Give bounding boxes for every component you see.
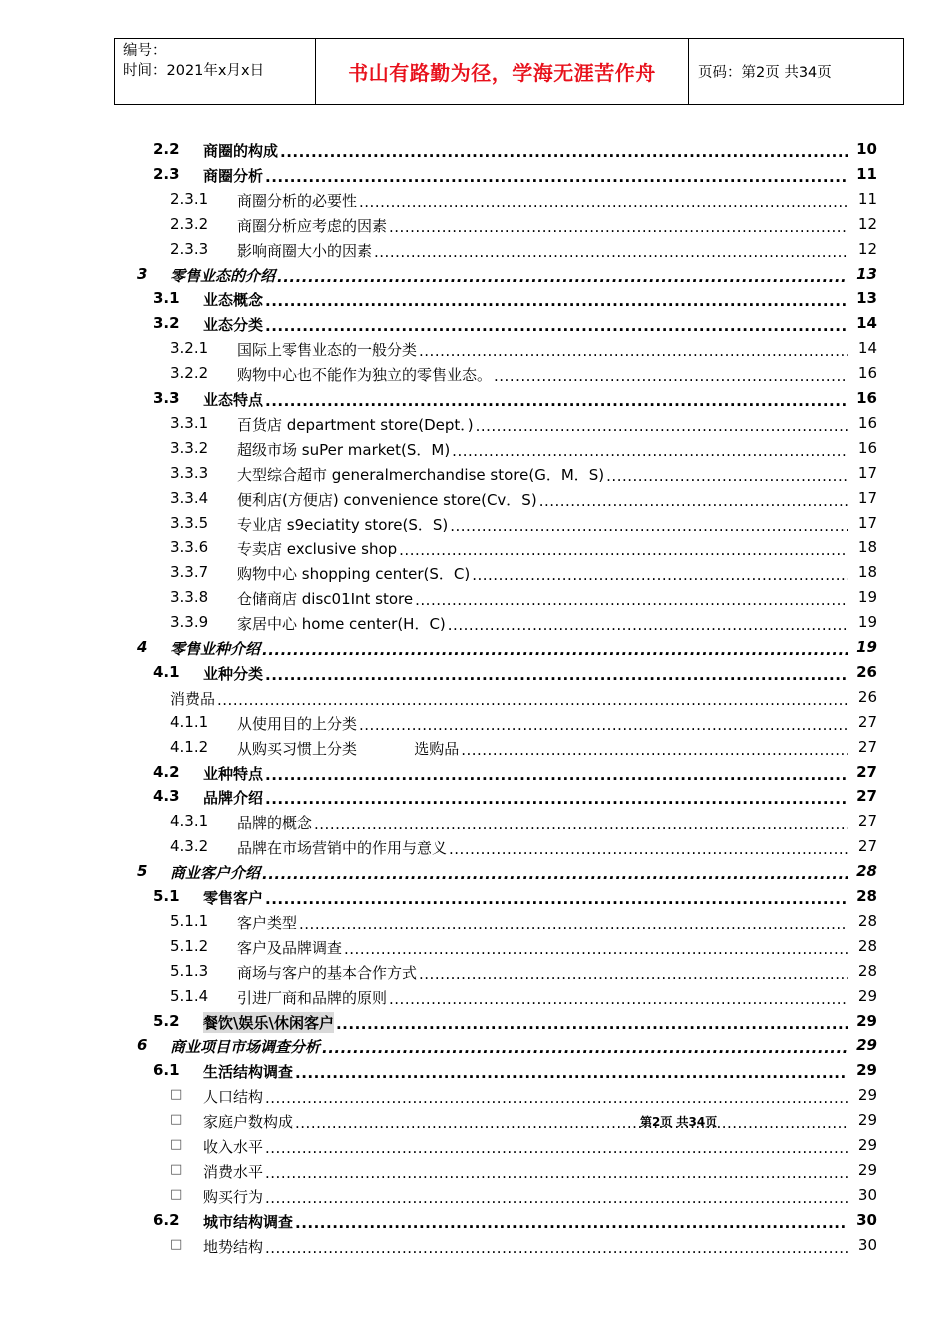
- toc-entry-page: 30: [857, 1235, 877, 1254]
- toc-leader-dots: [265, 1189, 848, 1207]
- toc-leader-dots: [217, 691, 848, 709]
- toc-entry[interactable]: [0, 1034, 950, 1058]
- toc-entry-title-line: [237, 414, 850, 435]
- toc-entry-title-line: [237, 190, 850, 211]
- toc-entry-title: 业态概念: [203, 291, 264, 310]
- toc-entry-number: 5.1: [153, 887, 180, 905]
- toc-entry-title: 品牌的概念: [237, 814, 313, 833]
- toc-entry-page: 27: [857, 712, 877, 731]
- toc-entry-page: 12: [857, 214, 877, 233]
- toc-leader-dots: [389, 990, 848, 1008]
- toc-entry-number: 3.3.6: [170, 538, 209, 557]
- toc-entry-number: 4.3.2: [170, 837, 209, 856]
- toc-entry-title: 商业项目市场调查分析: [170, 1038, 321, 1057]
- toc-entry-title: 客户类型: [237, 913, 298, 932]
- toc-entry-page: 16: [856, 389, 877, 407]
- toc-entry-title: 家居中心 home center(H．C): [237, 615, 446, 634]
- toc-entry-title: 从使用目的上分类: [237, 714, 358, 733]
- toc-entry-page: 29: [857, 1160, 877, 1179]
- toc-entry-title: 大型综合超市 generalmerchandise store(G．M．S): [237, 465, 605, 484]
- toc-entry[interactable]: [0, 586, 950, 610]
- toc-entry-page: 12: [857, 239, 877, 258]
- toc-leader-dots: [265, 317, 848, 335]
- toc-leader-dots: [374, 243, 848, 261]
- toc-leader-dots: [389, 218, 848, 236]
- toc-entry-title-line: [203, 1161, 850, 1182]
- toc-entry-title: 商圈分析: [203, 166, 264, 185]
- toc-entry[interactable]: [0, 487, 950, 511]
- toc-entry-title: 零售业种介绍: [170, 640, 261, 658]
- header-motto: 书山有路勤为径，学海无涯苦作舟: [316, 39, 689, 104]
- toc-leader-dots: [262, 865, 848, 883]
- toc-entry[interactable]: [0, 437, 950, 461]
- toc-leader-dots: [265, 1239, 848, 1257]
- toc-entry-title: 业种特点: [203, 764, 264, 783]
- toc-entry-number: 2.3.1: [170, 189, 209, 208]
- toc-leader-dots: [280, 143, 848, 161]
- bullet-icon: □: [170, 1087, 183, 1103]
- toc-entry-number: 3.2: [153, 314, 180, 333]
- toc-entry-page: 27: [857, 737, 877, 756]
- toc-entry-title: 业态分类: [203, 316, 264, 335]
- toc-leader-dots: [450, 517, 848, 535]
- toc-leader-dots: [336, 1015, 848, 1033]
- toc-entry-number: 3.3.3: [170, 463, 209, 482]
- toc-leader-dots: [448, 616, 848, 634]
- toc-entry-number: 4.1: [153, 662, 180, 681]
- toc-entry[interactable]: [0, 860, 950, 884]
- toc-entry[interactable]: [0, 536, 950, 560]
- toc-entry[interactable]: [0, 960, 950, 984]
- toc-entry[interactable]: [0, 935, 950, 959]
- toc-leader-dots: [452, 442, 848, 460]
- toc-entry[interactable]: [0, 910, 950, 934]
- toc-entry[interactable]: [0, 1010, 950, 1034]
- toc-entry-number: 5.2: [153, 1011, 180, 1030]
- toc-entry-title: 商圈的构成: [203, 142, 279, 160]
- toc-entry[interactable]: [0, 785, 950, 809]
- toc-entry-title-line: [237, 439, 850, 460]
- toc-entry-title: 零售客户: [203, 889, 264, 907]
- toc-leader-dots: [295, 1064, 848, 1082]
- toc-entry-title-line: [203, 314, 850, 335]
- toc-entry[interactable]: [0, 387, 950, 411]
- toc-entry-page: 17: [857, 488, 877, 507]
- toc-entry-title-line: [203, 1211, 850, 1232]
- toc-entry-number: 3.3.7: [170, 563, 209, 582]
- toc-entry[interactable]: [0, 412, 950, 436]
- toc-entry-number: 3.2.1: [170, 339, 209, 358]
- toc-entry[interactable]: [0, 163, 950, 187]
- toc-entry[interactable]: [0, 736, 950, 760]
- toc-entry-title-line: [203, 1086, 850, 1107]
- toc-entry-title-line: [203, 1012, 850, 1033]
- toc-entry-number: 2.3.3: [170, 239, 209, 258]
- toc-entry-title-line: [237, 937, 850, 958]
- toc-entry-title: 人口结构: [203, 1088, 264, 1107]
- toc-entry-title: 便利店(方便店) convenience store(Cv．S): [237, 490, 537, 509]
- toc-entry-number: 3.3.8: [170, 588, 209, 607]
- toc-entry-page: 28: [856, 862, 877, 881]
- toc-entry[interactable]: [0, 1134, 950, 1158]
- toc-entry-title-line: [203, 140, 850, 161]
- toc-leader-dots: [265, 766, 848, 784]
- toc-entry-number: 6.1: [153, 1061, 180, 1080]
- toc-entry-title-line: [203, 663, 850, 684]
- toc-entry-title: 购物中心 shopping center(S．C): [237, 565, 471, 584]
- bullet-icon: □: [170, 1236, 183, 1252]
- toc-entry[interactable]: [0, 686, 950, 710]
- toc-entry-number: 4: [137, 638, 148, 656]
- toc-entry-title-line: [203, 787, 850, 808]
- toc-entry-title-line: [237, 738, 850, 759]
- toc-entry-title: 仓储商店 disc01Int store: [237, 590, 414, 609]
- toc-entry-page: 29: [856, 1036, 877, 1055]
- toc-entry-title: 影响商圈大小的因素: [237, 241, 373, 260]
- toc-entry-title-line: [237, 240, 850, 261]
- toc-entry[interactable]: [0, 238, 950, 262]
- toc-leader-dots: [419, 342, 848, 360]
- toc-entry-page: 29: [856, 1011, 877, 1030]
- toc-entry[interactable]: [0, 362, 950, 386]
- toc-leader-dots: [539, 492, 848, 510]
- toc-leader-dots: [265, 890, 848, 908]
- toc-entry-page: 19: [857, 613, 877, 632]
- toc-entry-page: 28: [857, 961, 877, 980]
- toc-leader-dots: [295, 1214, 848, 1232]
- toc-entry-number: 2.2: [153, 140, 180, 158]
- toc-leader-dots: [419, 965, 848, 983]
- toc-entry-title: 商圈分析的必要性: [237, 191, 358, 210]
- toc-entry-number: 3: [137, 264, 148, 283]
- toc-leader-dots: [494, 367, 848, 385]
- toc-entry[interactable]: [0, 761, 950, 785]
- toc-entry-page: 29: [856, 1061, 877, 1080]
- toc-entry-title-line: [237, 962, 850, 983]
- toc-entry-title-line: [203, 389, 850, 410]
- toc-entry-number: 2.3: [153, 164, 180, 183]
- toc-leader-dots: [606, 467, 848, 485]
- toc-entry-page: 14: [857, 339, 877, 358]
- toc-entry-number: 3.3.2: [170, 438, 209, 457]
- toc-leader-dots: [461, 741, 848, 759]
- toc-entry-number: 3.2.2: [170, 364, 209, 383]
- toc-leader-dots: [265, 1089, 848, 1107]
- toc-entry[interactable]: [0, 312, 950, 336]
- toc-leader-dots: [265, 392, 848, 410]
- toc-entry-title-line: [237, 713, 850, 734]
- toc-entry-title: 百货店 department store(Dept．): [237, 415, 474, 434]
- toc-entry-title: 消费水平: [203, 1162, 264, 1181]
- page-header: [114, 38, 904, 105]
- toc-entry-title-line: [237, 987, 850, 1008]
- toc-entry[interactable]: [0, 1209, 950, 1233]
- toc-entry-title-line: [170, 862, 850, 883]
- toc-leader-dots: [299, 915, 848, 933]
- toc-entry-number: 4.3.1: [170, 812, 209, 831]
- toc-entry-title-line: [170, 1036, 850, 1057]
- toc-entry-title-line: [203, 1136, 850, 1157]
- toc-entry-page: 16: [857, 413, 877, 432]
- toc-entry[interactable]: [0, 138, 950, 162]
- toc-entry-title-line: [170, 638, 850, 659]
- toc-leader-dots: [265, 292, 848, 310]
- toc-entry-title: 零售业态的介绍: [170, 266, 276, 285]
- toc-entry-title: 业态特点: [203, 391, 264, 409]
- toc-leader-dots: [399, 541, 848, 559]
- toc-entry-page: 26: [857, 687, 877, 706]
- toc-entry-page: 28: [856, 887, 877, 905]
- toc-leader-dots: [344, 940, 848, 958]
- toc-entry[interactable]: [0, 711, 950, 735]
- toc-entry[interactable]: [0, 337, 950, 361]
- toc-entry-page: 19: [856, 638, 877, 656]
- toc-entry[interactable]: [0, 611, 950, 635]
- time-label: 时间：2021年x月x日: [123, 63, 265, 79]
- toc-entry-title-line: [203, 1061, 850, 1082]
- toc-entry-page: 28: [857, 936, 877, 955]
- toc-entry[interactable]: [0, 188, 950, 212]
- toc-entry[interactable]: [0, 885, 950, 909]
- toc-leader-dots: [277, 268, 848, 286]
- toc-entry-number: 5: [137, 862, 148, 881]
- toc-entry-page: 27: [856, 787, 877, 806]
- toc-entry-number: 5.1.1: [170, 911, 209, 930]
- toc-entry[interactable]: [0, 1084, 950, 1108]
- toc-entry-number: 5.1.3: [170, 961, 209, 980]
- toc-entry-page: 10: [856, 140, 877, 158]
- toc-entry[interactable]: [0, 1234, 950, 1258]
- toc-entry-number: 3.3.1: [170, 413, 209, 432]
- toc-entry-page: 19: [857, 588, 877, 607]
- toc-entry-page: 30: [857, 1185, 877, 1204]
- toc-leader-dots: [322, 1039, 848, 1057]
- toc-entry[interactable]: [0, 810, 950, 834]
- toc-entry-page: 16: [857, 364, 877, 383]
- toc-entry-title: 从购买习惯上分类 选购品: [237, 739, 460, 758]
- toc-leader-dots: [476, 417, 848, 435]
- toc-entry-title-line: [237, 563, 850, 584]
- toc-leader-dots: [265, 1139, 848, 1157]
- toc-entry-page: 29: [857, 1086, 877, 1105]
- toc-entry-title: 购物中心也不能作为独立的零售业态。: [237, 366, 493, 385]
- toc-entry-page: 16: [857, 438, 877, 457]
- toc-entry-page: 18: [857, 538, 877, 557]
- toc-entry-title: 品牌介绍: [203, 789, 264, 808]
- toc-entry-page: 29: [857, 1111, 877, 1130]
- toc-leader-dots: [265, 1164, 848, 1182]
- toc-entry-number: 3.3.9: [170, 613, 209, 632]
- toc-entry-page: 11: [856, 164, 877, 183]
- toc-entry-number: 3.3: [153, 389, 180, 407]
- toc-entry-title: 消费品: [170, 689, 216, 708]
- toc-leader-dots: [359, 193, 848, 211]
- toc-entry-title-line: [170, 688, 850, 709]
- toc-entry[interactable]: [0, 213, 950, 237]
- toc-entry[interactable]: [0, 263, 950, 287]
- toc-entry-title: 专业店 s9eciatity store(S．S): [237, 515, 449, 534]
- toc-entry-title: 客户及品牌调查: [237, 938, 343, 957]
- toc-entry-title-line: [203, 289, 850, 310]
- toc-leader-dots: [314, 815, 848, 833]
- toc-entry-title-line: [237, 215, 850, 236]
- toc-entry-title: 地势结构: [203, 1237, 264, 1256]
- toc-entry-page: 14: [856, 314, 877, 333]
- toc-entry[interactable]: [0, 512, 950, 536]
- toc-entry[interactable]: [0, 462, 950, 486]
- header-meta: [115, 39, 316, 104]
- toc-entry-title-line: [203, 1111, 850, 1132]
- toc-leader-dots: [295, 1114, 848, 1132]
- toc-entry-title-line: [237, 837, 850, 858]
- bullet-icon: □: [170, 1112, 183, 1128]
- toc-entry-number: 4.3: [153, 787, 180, 806]
- toc-entry-number: 4.1.2: [170, 737, 209, 756]
- toc-leader-dots: [472, 566, 848, 584]
- toc-leader-dots: [265, 666, 848, 684]
- toc-entry[interactable]: [0, 1184, 950, 1208]
- toc-entry-title-line: [203, 165, 850, 186]
- toc-leader-dots: [265, 168, 848, 186]
- toc-entry-page: 17: [857, 513, 877, 532]
- toc-entry[interactable]: [0, 661, 950, 685]
- toc-entry-number: 4.2: [153, 762, 180, 781]
- toc-entry-page: 13: [856, 264, 877, 283]
- toc-entry-title-line: [237, 489, 850, 510]
- toc-entry-title: 引进厂商和品牌的原则: [237, 988, 388, 1007]
- toc-leader-dots: [415, 591, 848, 609]
- toc-entry[interactable]: [0, 1159, 950, 1183]
- toc-entry-title-line: [203, 887, 850, 908]
- toc-entry-number: 5.1.2: [170, 936, 209, 955]
- toc-entry-page: 30: [856, 1210, 877, 1229]
- toc-leader-dots: [265, 790, 848, 808]
- toc-entry-title: 业种分类: [203, 664, 264, 683]
- toc-entry-title-line: [237, 613, 850, 634]
- toc-entry-title-line: [237, 514, 850, 535]
- toc-entry[interactable]: [0, 287, 950, 311]
- toc-entry-title-line: [237, 339, 850, 360]
- bullet-icon: □: [170, 1186, 183, 1202]
- toc-entry-number: 2.3.2: [170, 214, 209, 233]
- toc-entry-number: 6: [137, 1036, 148, 1055]
- toc-entry-title: 生活结构调查: [203, 1063, 294, 1082]
- toc-entry-number: 3.3.4: [170, 488, 209, 507]
- toc-leader-dots: [449, 840, 848, 858]
- toc-entry-title-line: [203, 763, 850, 784]
- toc-entry-title: 商圈分析应考虑的因素: [237, 216, 388, 235]
- toc-entry[interactable]: [0, 561, 950, 585]
- toc-entry-title: 家庭户数构成: [203, 1113, 294, 1132]
- toc-entry-title: 超级市场 suPer market(S．M): [237, 440, 451, 459]
- bullet-icon: □: [170, 1137, 183, 1152]
- toc-entry-number: 3.3.5: [170, 513, 209, 532]
- toc-entry-title-line: [237, 464, 850, 485]
- bullet-icon: □: [170, 1161, 183, 1177]
- toc-entry-number: 6.2: [153, 1210, 180, 1229]
- toc-entry-page: 27: [857, 837, 877, 856]
- toc-entry[interactable]: [0, 636, 950, 660]
- toc-entry[interactable]: [0, 985, 950, 1009]
- toc-leader-dots: [262, 641, 848, 659]
- toc-entry[interactable]: [0, 1109, 950, 1133]
- footer-page-number: 第2页 共34页: [640, 1115, 718, 1129]
- toc-entry-title-line: [237, 538, 850, 559]
- toc-entry-title-line: [203, 1186, 850, 1207]
- toc-entry-title-line: [237, 588, 850, 609]
- toc-entry-title-line: [237, 812, 850, 833]
- toc-entry-page: 28: [857, 911, 877, 930]
- toc-entry-page: 27: [856, 762, 877, 781]
- toc-entry-title-line: [203, 1236, 850, 1257]
- toc-leader-dots: [359, 716, 848, 734]
- toc-entry-page: 11: [857, 189, 877, 208]
- toc-entry-title-line: [237, 912, 850, 933]
- toc-entry-page: 17: [857, 463, 877, 482]
- toc-entry-page: 29: [857, 986, 877, 1005]
- toc-entry-title: 商场与客户的基本合作方式: [237, 963, 418, 982]
- toc-entry[interactable]: [0, 1059, 950, 1083]
- toc-entry-number: 4.1.1: [170, 712, 209, 731]
- toc-entry-page: 29: [857, 1136, 877, 1154]
- toc-entry[interactable]: [0, 835, 950, 859]
- toc-entry-title: 收入水平: [203, 1138, 264, 1156]
- toc-entry-page: 13: [856, 289, 877, 308]
- toc-entry-title: 专卖店 exclusive shop: [237, 540, 398, 559]
- toc-entry-number: 5.1.4: [170, 986, 209, 1005]
- toc-entry-title: 城市结构调查: [203, 1212, 294, 1231]
- toc-entry-page: 18: [857, 563, 877, 582]
- toc-entry-title-line: [237, 364, 850, 385]
- toc-entry-title: 餐饮\娱乐\休闲客户: [203, 1013, 334, 1032]
- toc-entry-page: 26: [856, 662, 877, 681]
- toc-entry-page: 27: [857, 812, 877, 831]
- toc-entry-number: 3.1: [153, 289, 180, 308]
- toc-entry-title-line: [170, 265, 850, 286]
- toc-entry-title: 购买行为: [203, 1187, 264, 1206]
- header-page-info: 页码：第2页 共34页: [698, 65, 832, 81]
- toc-entry-title: 品牌在市场营销中的作用与意义: [237, 839, 448, 858]
- serial-label: 编号：: [123, 43, 167, 59]
- toc-entry-title: 国际上零售业态的一般分类: [237, 341, 418, 360]
- toc-entry-title: 商业客户介绍: [170, 864, 261, 883]
